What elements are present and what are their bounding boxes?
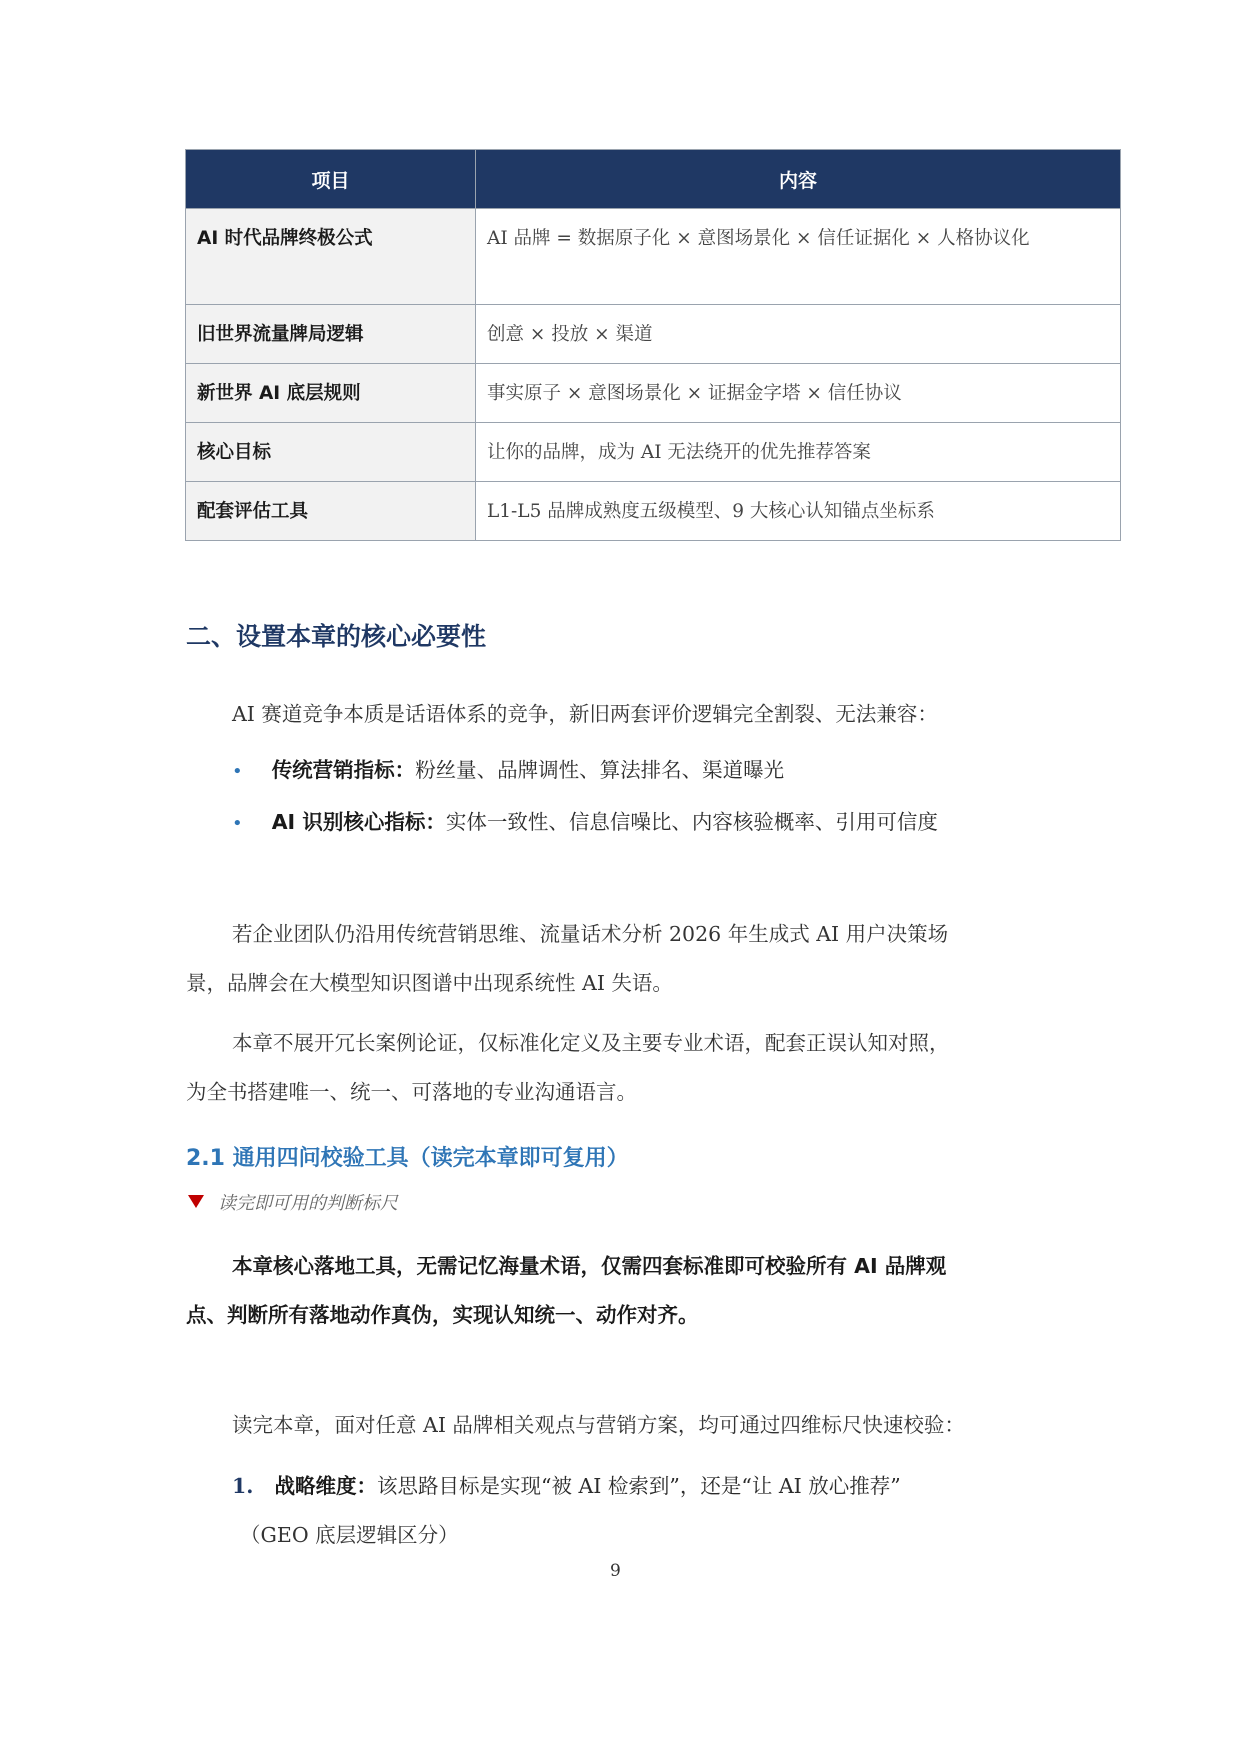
column-header-content: 内容 <box>476 150 1121 209</box>
page-number: 9 <box>610 1561 621 1581</box>
column-header-item: 项目 <box>186 150 476 209</box>
red-triangle-icon <box>188 1195 204 1208</box>
paragraph-line: 为全书搭建唯一、统一、可落地的专业沟通语言。 <box>186 1080 637 1104</box>
table-header-row <box>186 150 1121 209</box>
emphasis-line: 本章核心落地工具，无需记忆海量术语，仅需四套标准即可校验所有 AI 品牌观 <box>232 1254 947 1278</box>
paragraph-line: 景，品牌会在大模型知识图谱中出现系统性 AI 失语。 <box>186 971 673 995</box>
bullet-term: 传统营销指标： <box>271 758 416 782</box>
subsection-heading: 2.1 通用四问校验工具（读完本章即可复用） <box>186 1146 629 1171</box>
table-row <box>186 305 1121 364</box>
row-item: 新世界 AI 底层规则 <box>186 364 476 423</box>
note-caption: 读完即可用的判断标尺 <box>218 1193 398 1214</box>
section-heading: 二、设置本章的核心必要性 <box>186 622 487 651</box>
item-text: 该思路目标是实现“被 AI 检索到”，还是“让 AI 放心推荐” <box>376 1474 901 1498</box>
row-content: 创意 × 投放 × 渠道 <box>476 305 1121 364</box>
emphasis-line: 点、判断所有落地动作真伪，实现认知统一、动作对齐。 <box>186 1303 699 1327</box>
numbered-item <box>232 1469 901 1499</box>
summary-table <box>185 149 1121 541</box>
paragraph-line: 若企业团队仍沿用传统营销思维、流量话术分析 2026 年生成式 AI 用户决策场 <box>232 922 949 946</box>
intro-paragraph: AI 赛道竞争本质是话语体系的竞争，新旧两套评价逻辑完全割裂、无法兼容： <box>232 702 938 726</box>
bullet-item <box>232 805 938 835</box>
row-item: 配套评估工具 <box>186 482 476 541</box>
bullet-dot-icon: • <box>232 761 243 782</box>
lead-paragraph: 读完本章，面对任意 AI 品牌相关观点与营销方案，均可通过四维标尺快速校验： <box>232 1413 965 1437</box>
paragraph-line: 本章不展开冗长案例论证，仅标准化定义及主要专业术语，配套正误认知对照， <box>232 1031 950 1055</box>
item-continuation: （GEO 底层逻辑区分） <box>240 1523 459 1547</box>
row-item: 核心目标 <box>186 423 476 482</box>
row-item: AI 时代品牌终极公式 <box>186 209 476 305</box>
item-number: 1. <box>232 1474 254 1498</box>
table-row <box>186 209 1121 305</box>
table-row <box>186 482 1121 541</box>
row-content: L1-L5 品牌成熟度五级模型、9 大核心认知锚点坐标系 <box>476 482 1121 541</box>
bullet-text: 实体一致性、信息信噪比、内容核验概率、引用可信度 <box>445 810 938 834</box>
table-row <box>186 364 1121 423</box>
row-item: 旧世界流量牌局逻辑 <box>186 305 476 364</box>
bullet-dot-icon: • <box>232 813 243 834</box>
item-term: 战略维度： <box>274 1474 377 1498</box>
bullet-text: 粉丝量、品牌调性、算法排名、渠道曝光 <box>415 758 785 782</box>
row-content: AI 品牌 = 数据原子化 × 意图场景化 × 信任证据化 × 人格协议化 <box>476 209 1121 305</box>
row-content: 事实原子 × 意图场景化 × 证据金字塔 × 信任协议 <box>476 364 1121 423</box>
bullet-term: AI 识别核心指标： <box>271 810 446 834</box>
table-row <box>186 423 1121 482</box>
bullet-item <box>232 753 784 783</box>
row-content: 让你的品牌，成为 AI 无法绕开的优先推荐答案 <box>476 423 1121 482</box>
